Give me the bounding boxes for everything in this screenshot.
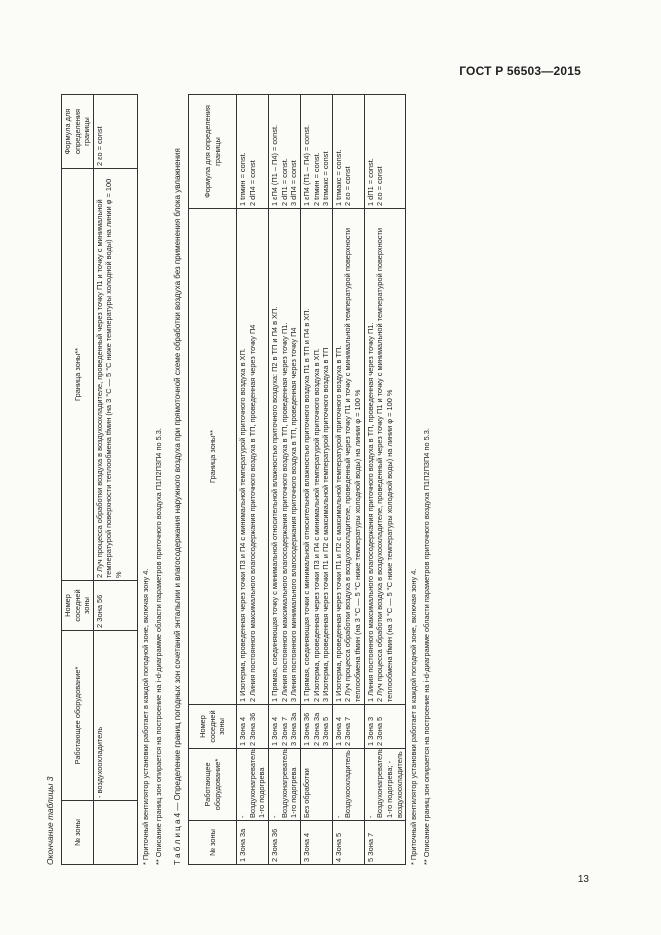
cell-boundary: 2 Луч процесса обработки воздуха в воздухоохладителе, проведенный через точку П1 и точку с минимальной температурой поверхности теплообмена tfмин (на 3 °С — 5 °С ниже температуры холодной воды) на линии φ = 100 % [93, 169, 137, 581]
col-equipment: Работающее оборудование* [61, 631, 93, 801]
cell-equipment: - воздухоохладитель [93, 631, 137, 801]
list-item: 2 tпмин = const. [311, 152, 321, 206]
list-item: 1 Изотерма, проведенная через точки П3 и П4 с минимальной температурой приточного воздуха в ХП. [238, 348, 248, 702]
list-item: 3 Зона 3а [289, 712, 299, 746]
cell-formula [269, 95, 301, 209]
cell-neighbor [300, 705, 332, 749]
table3-end [61, 94, 138, 865]
list-item: 1 Зона 4 [270, 716, 280, 746]
table-row [364, 95, 406, 865]
cell-boundary [269, 209, 301, 705]
list-item: 2 Луч процесса обработки воздуха в воздухоохладителе, проведенный через точку П1 и точку с минимальной температурой поверхности теплообмена tfмин (на 3 °С — 5 °С ниже температуры холодной воды) на линии φ = 100 % [375, 227, 394, 702]
list-item: 2 εо = const [343, 166, 353, 206]
table4-note-2: ** Описание границ зон опирается на построение на i-d-диаграмме области параметров приточного воздуха П1П2П3П4 по 5.3. [421, 428, 431, 865]
cell-boundary [364, 209, 406, 705]
cell-formula [364, 95, 406, 209]
list-item: 2 dП1 = const. [279, 158, 289, 206]
col-zone-no: № зоны [189, 821, 237, 865]
cell-zone [93, 801, 137, 865]
list-item: 2 Зона 36 [247, 712, 257, 746]
cell-boundary [237, 209, 269, 705]
table3-header-row [61, 95, 93, 865]
list-item: 1 Зона 4 [238, 716, 248, 746]
list-item: 1 dП1 = const. [365, 158, 375, 206]
cell-zone: 1 Зона 3а [237, 821, 269, 865]
cell-neighbor [269, 705, 301, 749]
cell-equipment: - Воздухонагреватель 1-го подогрева [269, 749, 301, 821]
cell-zone: 4 Зона 5 [332, 821, 364, 865]
table-row [332, 95, 364, 865]
list-item: 2 Луч процесса обработки воздуха в воздухоохладителе, проведенный через точку П1 и точку с минимальной температурой поверхности теплообмена tfмин (на 3 °С — 5 °С ниже температуры холодной воды) на линии φ = 100 % [343, 227, 363, 702]
list-item: 2 Изотерма, проведенная через точки П3 и П4 с минимальной температурой приточного воздуха в ХП. [311, 348, 321, 702]
list-item: 1 εП4 (П1 – П4) = const. [270, 124, 280, 206]
list-item: 2 Зона 7 [343, 716, 353, 746]
table4 [188, 94, 406, 865]
list-item: 1 Прямая, соединяющая точки с минимальной относительной влажностью приточного воздуха П1 в ТП и П4 в ХП. [301, 308, 311, 702]
list-item: 3 Изотерма, проведенная через точки П1 и П2 с максимальной температурой приточного воздуха в ТП [321, 347, 331, 702]
table4-header-row [189, 95, 237, 865]
table-row [300, 95, 332, 865]
col-formula: Формула для определения границы [189, 95, 237, 209]
list-item: 1 Изотерма, проведенная через точки П1 и П2 с максимальной температурой приточного воздуха в ТП. [333, 345, 343, 702]
table3-note-2: ** Описание границ зон опирается на построение на i-d-диаграмме области параметров приточного воздуха П1П2П3П4 по 5.3. [153, 428, 163, 865]
list-item: 1 Зона 36 [301, 712, 311, 746]
list-item: 3 Линия постоянного минимального влагосодержания приточного воздуха в ТП, проведенная через точку П4 [289, 327, 299, 702]
cell-formula [332, 95, 364, 209]
cell-neighbor: 2 Зона 56 [93, 581, 137, 631]
col-equipment: Работающее оборудование* [189, 749, 237, 821]
cell-boundary [332, 209, 364, 705]
list-item: 2 Зона 3а [311, 712, 321, 746]
col-neighbor: Номер соседней зоны [189, 705, 237, 749]
list-item: 2 Зона 5 [375, 716, 385, 746]
list-item: 1 Зона 3 [365, 716, 375, 746]
list-item: 3 tпмакс = const [321, 151, 331, 206]
table-row [237, 95, 269, 865]
col-boundary: Граница зоны** [61, 169, 93, 581]
col-formula: Формула для определения границы [61, 95, 93, 169]
cell-boundary [300, 209, 332, 705]
table3-continuation-caption: Окончание таблицы 3 [45, 776, 55, 865]
list-item: 1 tпмин = const. [238, 152, 248, 206]
cell-zone: 3 Зона 4 [300, 821, 332, 865]
list-item: 2 εо = const [375, 166, 385, 206]
table4-caption: Т а б л и ц а 4 — Определение границ погодных зон сочетаний энтальпии и влагосодержания наружного воздуха при прямоточной схеме обработки воздуха без применения блока увлажнения [173, 148, 183, 865]
cell-equipment: - Воздухонагреватель 1-го подогрева; - воздухоохладитель [364, 749, 406, 821]
list-item: 2 Линия постоянного максимального влагосодержания приточного воздуха в ТП, проведенная через точку П4 [247, 324, 257, 702]
cell-formula [300, 95, 332, 209]
list-item: 2 dП4 = const [247, 160, 257, 206]
table3-note-1: * Приточный вентилятор установки работает в каждой погодной зоне, включая зону 4. [140, 568, 150, 865]
cell-neighbor [237, 705, 269, 749]
col-zone-no: № зоны [61, 801, 93, 865]
list-item: 1 tпмакс = const. [333, 149, 343, 206]
table-row [269, 95, 301, 865]
cell-formula: 2 εо = const [93, 95, 137, 169]
list-item: 3 Зона 5 [321, 716, 331, 746]
col-boundary: Граница зоны** [189, 209, 237, 705]
table4-body [237, 95, 406, 865]
page-number: 13 [577, 874, 589, 885]
list-item: 1 Линия постоянного максимального влагосодержания приточного воздуха в ТП, проведенная через точку П1. [365, 322, 375, 702]
cell-formula [237, 95, 269, 209]
list-item: 2 Линия постоянного максимального влагосодержания приточного воздуха в ТП, проведенная через точку П1. [279, 322, 289, 702]
table4-note-1: * Приточный вентилятор установки работает в каждой погодной зоне, включая зону 4. [409, 568, 419, 865]
list-item: 1 Прямая, соединяющая точку с минимальной относительной влажностью приточного воздуха: П2 в ТП и П4 в ХП. [270, 306, 280, 702]
cell-zone: 2 Зона 36 [269, 821, 301, 865]
document-header: ГОСТ Р 56503—2015 [459, 64, 581, 78]
table-row [93, 95, 137, 865]
rotated-content [45, 95, 615, 865]
cell-zone: 5 Зона 7 [364, 821, 406, 865]
list-item: 1 εП4 (П1 – П4) = const. [301, 124, 311, 206]
cell-equipment: - Воздухонагреватель 1-го подогрева [237, 749, 269, 821]
cell-neighbor [332, 705, 364, 749]
list-item: 3 dП4 = const [289, 160, 299, 206]
cell-equipment: Без обработки [300, 749, 332, 821]
col-neighbor: Номер соседней зоны [61, 581, 93, 631]
cell-neighbor [364, 705, 406, 749]
list-item: 1 Зона 4 [333, 716, 343, 746]
list-item: 2 Зона 7 [279, 716, 289, 746]
cell-equipment: - Воздухоохладитель [332, 749, 364, 821]
